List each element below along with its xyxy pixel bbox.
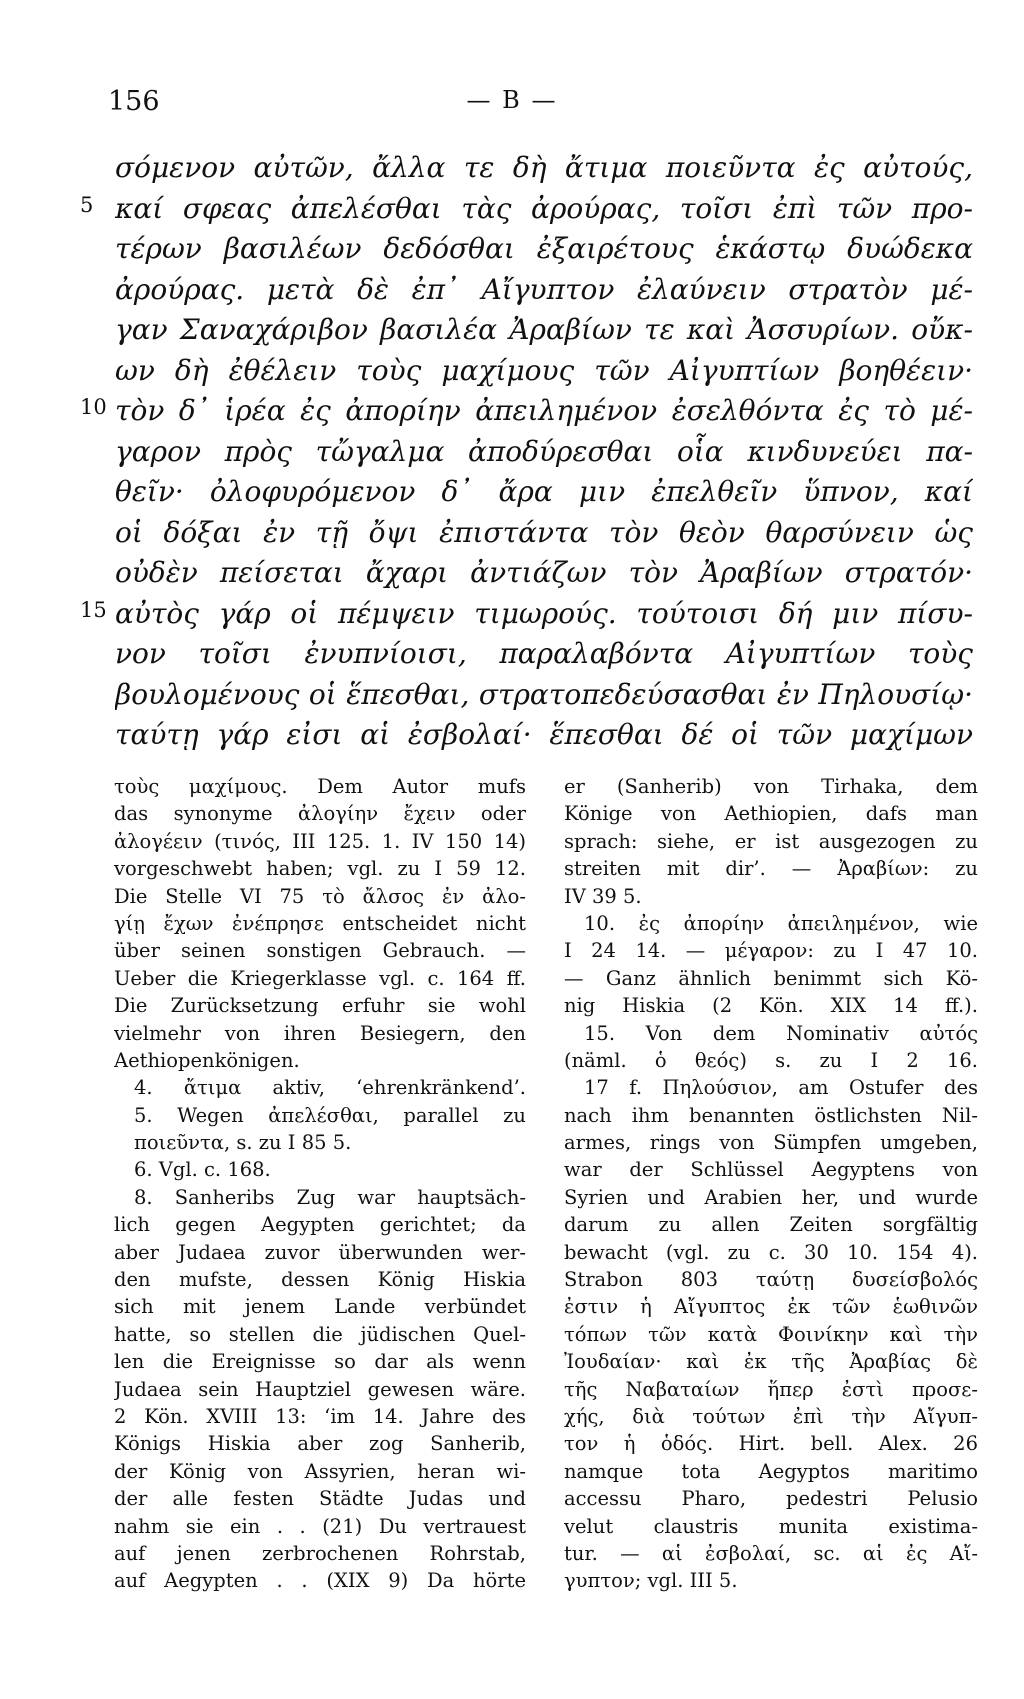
commentary-line: auf Aegypten . . (XIX 9) Da hörte (114, 1569, 526, 1593)
text-line (0, 513, 1024, 554)
commentary-line: γυπτον; vgl. III 5. (564, 1569, 738, 1593)
commentary-line: nig Hiskia (2 Kön. XIX 14 ff.). (564, 994, 978, 1018)
text-line (0, 675, 1024, 716)
commentary-line: 10. ἐς ἀπορίην ἀπειλημένον, wie (584, 911, 978, 935)
commentary-line: velut claustris munita existima- (564, 1514, 978, 1538)
commentary-line: tur. — αἱ ἐσβολαί, sc. αἱ ἐς Αἴ- (564, 1541, 978, 1565)
line-text: οὐδὲν πείσεται ἄχαρι ἀντιάζων τὸν Ἀραβίων στρατόν· (115, 556, 973, 589)
text-line (0, 715, 1024, 756)
main-text (0, 148, 1024, 756)
commentary-line: hatte, so stellen die jüdischen Quel- (114, 1322, 526, 1346)
commentary-line: — Ganz ähnlich benimmt sich Kö- (564, 966, 978, 990)
commentary-line: 8. Sanheribs Zug war hauptsäch- (134, 1185, 526, 1209)
commentary-line: namque tota Aegyptos maritimo (564, 1459, 978, 1483)
commentary-line: 17 f. Πηλούσιον, am Ostufer des (584, 1076, 978, 1100)
commentary-line: Ἰουδαίαν· καὶ ἐκ τῆς Ἀραβίας δὲ (564, 1350, 978, 1374)
line-text: τέρων βασιλέων δεδόσθαι ἐξαιρέτους ἑκάστῳ δυώδεκα (115, 232, 973, 265)
line-number: 5 (80, 192, 94, 217)
commentary-line: er (Sanherib) von Tirhaka, dem (564, 775, 978, 798)
commentary-line: der König von Assyrien, heran wi- (114, 1459, 526, 1483)
line-text: αὐτὸς γάρ οἱ πέμψειν τιμωρούς. τούτοισι δή μιν πίσυ- (115, 596, 973, 630)
commentary-line: Könige von Aethiopien, dafs man (564, 802, 978, 826)
commentary-line: Die Stelle VI 75 τὸ ἄλσος ἐν ἀλο- (114, 884, 526, 908)
commentary-line: nahm sie ein . . (21) Du vertrauest (114, 1514, 526, 1538)
commentary-line: 15. Von dem Nominativ αὐτός (584, 1021, 978, 1045)
commentary-line: lich gegen Aegypten gerichtet; da (114, 1213, 526, 1237)
commentary-line: über seinen sonstigen Gebrauch. — (114, 939, 526, 963)
commentary-line: τοὺς μαχίμους. Dem Autor mufs (114, 775, 526, 798)
commentary-line: ἀλογέειν (τινός, III 125. 1. IV 150 14) (114, 829, 526, 853)
running-head: — B — (466, 86, 558, 114)
commentary-line: len die Ereignisse so dar als wenn (114, 1350, 526, 1374)
commentary-line: I 24 14. — μέγαρον: zu I 47 10. (564, 939, 978, 963)
commentary-line: den mufste, dessen König Hiskia (114, 1268, 526, 1292)
commentary-line: sprach: siehe, er ist ausgezogen zu (564, 829, 978, 853)
commentary-line: das synonyme ἀλογίην ἔχειν oder (114, 802, 526, 826)
line-text: οἱ δόξαι ἐν τῇ ὄψι ἐπιστάντα τὸν θεὸν θαρσύνειν ὡς (115, 515, 973, 549)
commentary-left-column (114, 773, 526, 1595)
commentary-line: armes, rings von Sümpfen umgeben, (564, 1131, 978, 1155)
line-text: τὸν δ᾽ ἱρέα ἐς ἀπορίην ἀπειλημένον ἐσελθόντα ἐς τὸ μέ- (115, 394, 973, 427)
commentary-line: streiten mit dir’. — Ἀραβίων: zu (564, 857, 978, 881)
commentary-line: IV 39 5. (564, 884, 642, 908)
commentary-line: 5. Wegen ἀπελέσθαι, parallel zu (134, 1103, 526, 1127)
line-text: νον τοῖσι ἐνυπνίοισι, παραλαβόντα Αἰγυπτίων τοὺς (115, 637, 973, 670)
commentary-line: Syrien und Arabien her, und wurde (564, 1185, 978, 1209)
text-line (0, 634, 1024, 675)
commentary-line: Aethiopenkönigen. (114, 1048, 300, 1072)
line-text: καί σφεας ἀπελέσθαι τὰς ἀρούρας, τοῖσι ἐπὶ τῶν προ- (115, 191, 973, 225)
line-text: βουλομένους οἱ ἕπεσθαι, στρατοπεδεύσασθαι ἐν Πηλουσίῳ· (115, 677, 973, 711)
commentary-line: vorgeschwebt haben; vgl. zu I 59 12. (114, 857, 526, 881)
commentary-line: τόπων τῶν κατὰ Φοινίκην καὶ τὴν (564, 1322, 978, 1346)
commentary-line: ἐστιν ἡ Αἴγυπτος ἐκ τῶν ἑωθινῶν (564, 1295, 978, 1319)
text-line (0, 189, 1024, 230)
text-line (0, 391, 1024, 432)
commentary-line: bewacht (vgl. zu c. 30 10. 154 4). (564, 1240, 978, 1264)
line-text: ταύτῃ γάρ εἰσι αἱ ἐσβολαί· ἕπεσθαι δέ οἱ τῶν μαχίμων (115, 718, 973, 751)
line-number: 15 (80, 597, 107, 622)
commentary-right-column (564, 773, 978, 1595)
line-text: ων δὴ ἐθέλειν τοὺς μαχίμους τῶν Αἰγυπτίων βοηθέειν· (115, 353, 973, 387)
commentary-line: τον ἡ ὁδός. Hirt. bell. Alex. 26 (564, 1432, 978, 1456)
commentary-line: 6. Vgl. c. 168. (134, 1158, 271, 1182)
text-line (0, 310, 1024, 351)
commentary-line: ποιεῦντα, s. zu I 85 5. (134, 1131, 352, 1155)
commentary-line: (näml. ὁ θεός) s. zu I 2 16. (564, 1048, 978, 1072)
page-number: 156 (108, 86, 160, 117)
commentary-line: nach ihm benannten östlichsten Nil- (564, 1103, 978, 1127)
commentary-line: sich mit jenem Lande verbündet (114, 1295, 526, 1319)
commentary-line: γίῃ ἔχων ἐνέπρησε entscheidet nicht (114, 911, 526, 935)
line-text: ἀρούρας. μετὰ δὲ ἐπ᾽ Αἴγυπτον ἐλαύνειν στρατὸν μέ- (115, 272, 973, 306)
commentary-line: 2 Kön. XVIII 13: ‘im 14. Jahre des (114, 1404, 526, 1428)
commentary-line: Judaea sein Hauptziel gewesen wäre. (114, 1377, 526, 1401)
text-line (0, 351, 1024, 392)
text-line (0, 148, 1024, 189)
line-text: θεῖν· ὀλοφυρόμενον δ᾽ ἄρα μιν ἐπελθεῖν ὕπνον, καί (115, 475, 973, 508)
commentary-line: darum zu allen Zeiten sorgfältig (564, 1213, 978, 1237)
text-line (0, 432, 1024, 473)
commentary-line: 4. ἄτιμα aktiv, ‘ehrenkränkend’. (134, 1076, 526, 1100)
line-text: γαρον πρὸς τὤγαλμα ἀποδύρεσθαι οἷα κινδυνεύει πα- (115, 434, 973, 468)
commentary-line: τῆς Ναβαταίων ἥπερ ἐστὶ προσε- (564, 1377, 978, 1401)
commentary-line: accessu Pharo, pedestri Pelusio (564, 1487, 978, 1511)
commentary-line: Königs Hiskia aber zog Sanherib, (114, 1432, 526, 1456)
text-line (0, 229, 1024, 270)
text-line (0, 270, 1024, 311)
text-line (0, 594, 1024, 635)
commentary-line: war der Schlüssel Aegyptens von (564, 1158, 978, 1182)
commentary-line: χής, διὰ τούτων ἐπὶ τὴν Αἴγυπ- (564, 1404, 978, 1428)
commentary-line: Ueber die Kriegerklasse vgl. c. 164 ff. (114, 966, 526, 990)
page-header (0, 86, 1024, 122)
line-number: 10 (80, 395, 107, 419)
commentary-line: vielmehr von ihren Besiegern, den (114, 1021, 526, 1045)
commentary-line: auf jenen zerbrochenen Rohrstab, (114, 1541, 526, 1565)
commentary-line: der alle festen Städte Judas und (114, 1487, 526, 1511)
commentary-line: Die Zurücksetzung erfuhr sie wohl (114, 994, 526, 1018)
text-line (0, 472, 1024, 513)
commentary-line: aber Judaea zuvor überwunden wer- (114, 1240, 526, 1264)
line-text: γαν Σαναχάριβον βασιλέα Ἀραβίων τε καὶ Ἀσσυρίων. οὔκ- (115, 313, 973, 346)
commentary-line: Strabon 803 ταύτῃ δυσείσβολός (564, 1268, 978, 1292)
text-line (0, 553, 1024, 594)
line-text: σόμενον αὐτῶν, ἄλλα τε δὴ ἄτιμα ποιεῦντα ἐς αὐτούς, (115, 151, 973, 184)
